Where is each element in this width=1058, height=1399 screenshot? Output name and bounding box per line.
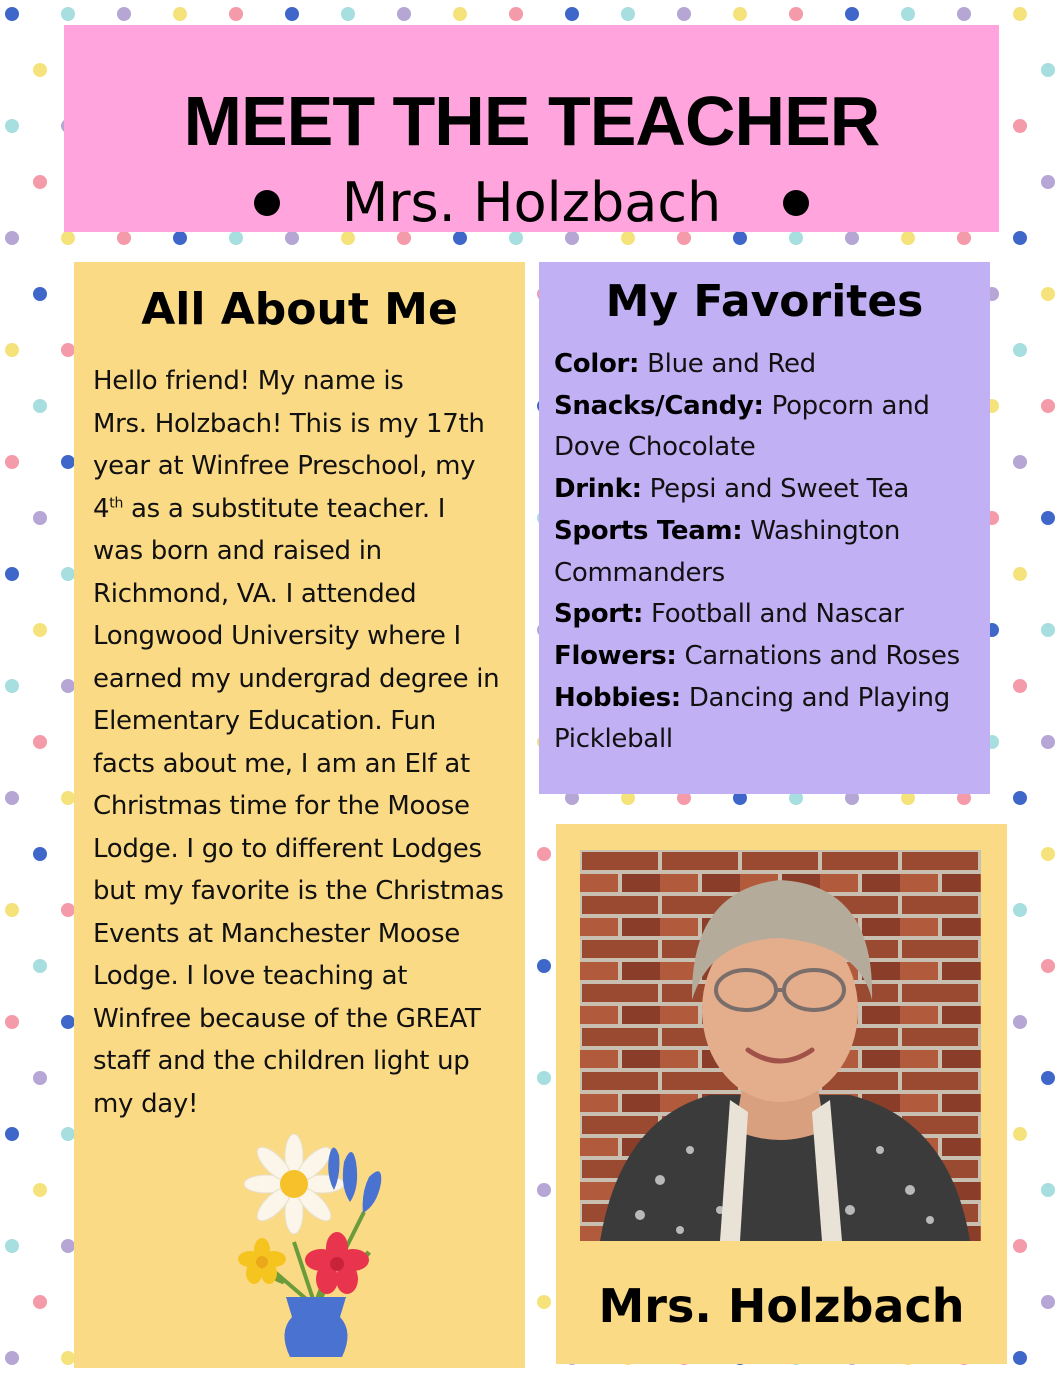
background-dot [565,7,579,21]
about-line: Hello friend! My name is [93,366,404,396]
about-line: year at Winfree Preschool, my [93,451,476,481]
about-line [93,488,523,531]
background-dot [537,1183,551,1197]
background-dot [117,7,131,21]
ordinal-number: 4 [93,493,110,524]
background-dot [1013,455,1027,469]
background-dot [1041,1071,1055,1085]
background-dot [33,623,47,637]
background-dot [621,7,635,21]
about-line: facts about me, I am an Elf at [93,748,470,779]
background-dot [61,679,75,693]
teacher-name-caption: Mrs. Holzbach [598,1279,965,1333]
about-line: but my favorite is the Christmas [93,876,504,906]
background-dot [1041,399,1055,413]
favorite-item: Sports Team: Washington Commanders [554,515,901,588]
background-dot [341,7,355,21]
background-dot [61,1127,75,1141]
background-dot [397,7,411,21]
background-dot [61,455,75,469]
background-dot [5,7,19,21]
about-line: was born and raised in [93,536,382,566]
background-dot [677,7,691,21]
about-me-text [93,360,523,1125]
background-dot [453,7,467,21]
background-dot [845,7,859,21]
background-dot [61,1351,75,1365]
background-dot [33,1071,47,1085]
background-dot [1013,343,1027,357]
about-line: Elementary Education. Fun [93,706,436,736]
about-line: Lodge. I love teaching at [93,961,408,991]
background-dot [1041,287,1055,301]
background-dot [733,7,747,21]
background-dot [61,791,75,805]
background-dot [33,63,47,77]
favorite-item: Sport: Football and Nascar [554,599,904,630]
vase-icon [284,1297,347,1357]
background-dot [1041,623,1055,637]
background-dot [285,7,299,21]
background-dot [537,1295,551,1309]
about-line: earned my undergrad degree in [93,663,500,694]
about-line: Christmas time for the Moose [93,791,470,821]
about-line: Winfree because of the GREAT [93,1003,481,1034]
red-flower-icon [305,1232,369,1294]
background-dot [1041,175,1055,189]
background-dot [33,959,47,973]
background-dot [537,847,551,861]
background-dot [901,7,915,21]
background-dot [61,1015,75,1029]
background-dot [789,7,803,21]
ordinal-suffix: th [109,494,124,511]
header-banner [64,25,999,232]
background-dot [1013,1239,1027,1253]
bullet-icon [783,190,809,216]
teacher-photo-card [556,824,1007,1364]
background-dot [5,231,19,245]
about-line: Mrs. Holzbach! This is my 17th [93,408,485,439]
background-dot [1013,231,1027,245]
background-dot [1013,119,1027,133]
background-dot [61,903,75,917]
background-dot [5,791,19,805]
flower-vase-illustration [224,1132,394,1362]
background-dot [1041,511,1055,525]
background-dot [33,511,47,525]
background-dot [1041,1183,1055,1197]
page-title: MEET THE TEACHER [183,82,880,160]
background-dot [537,1071,551,1085]
teacher-name: Mrs. Holzbach [341,171,722,234]
background-dot [5,1239,19,1253]
favorite-item: Hobbies: Dancing and Playing Pickleball [554,682,950,755]
favorites-list [554,344,984,761]
background-dot [5,343,19,357]
background-dot [1013,903,1027,917]
background-dot [5,679,19,693]
background-dot [5,567,19,581]
background-dot [1013,791,1027,805]
background-dot [5,119,19,133]
background-dot [1041,735,1055,749]
background-dot [61,7,75,21]
favorite-item: Drink: Pepsi and Sweet Tea [554,474,910,505]
background-dot [1013,1351,1027,1365]
blue-flower-icon [328,1147,381,1213]
favorites-heading: My Favorites [605,276,924,327]
background-dot [229,7,243,21]
about-me-panel [74,262,525,1368]
background-dot [1013,1015,1027,1029]
about-line: Longwood University where I [93,621,461,651]
background-dot [509,7,523,21]
background-dot [1041,959,1055,973]
background-dot [33,1183,47,1197]
background-dot [33,175,47,189]
background-dot [33,1295,47,1309]
background-dot [5,903,19,917]
about-line: my day! [93,1088,199,1119]
favorite-item: Color: Blue and Red [554,349,816,379]
background-dot [537,959,551,973]
favorite-item: Snacks/Candy: Popcorn and Dove Chocolate [554,390,930,463]
background-dot [61,343,75,357]
background-dot [1041,847,1055,861]
about-line: Lodge. I go to different Lodges [93,833,482,864]
background-dot [957,7,971,21]
favorite-item: Flowers: Carnations and Roses [554,640,960,671]
background-dot [173,7,187,21]
background-dot [5,1015,19,1029]
background-dot [5,1351,19,1365]
background-dot [33,735,47,749]
background-dot [1013,567,1027,581]
background-dot [33,399,47,413]
background-dot [5,455,19,469]
teacher-name-line [64,171,999,235]
background-dot [1013,679,1027,693]
background-dot [61,1239,75,1253]
background-dot [1041,63,1055,77]
background-dot [1041,1295,1055,1309]
background-dot [61,567,75,581]
background-dot [1013,7,1027,21]
about-line-text: as a substitute teacher. I [123,493,446,524]
my-favorites-panel [539,262,990,794]
teacher-photo [580,850,981,1241]
background-dot [33,847,47,861]
about-me-heading: All About Me [141,284,458,335]
about-line: Richmond, VA. I attended [93,578,417,609]
about-line: staff and the children light up [93,1046,470,1076]
background-dot [33,287,47,301]
background-dot [1013,1127,1027,1141]
bullet-icon [254,190,280,216]
background-dot [5,1127,19,1141]
daisy-icon [244,1134,344,1234]
about-line: Events at Manchester Moose [93,918,460,949]
